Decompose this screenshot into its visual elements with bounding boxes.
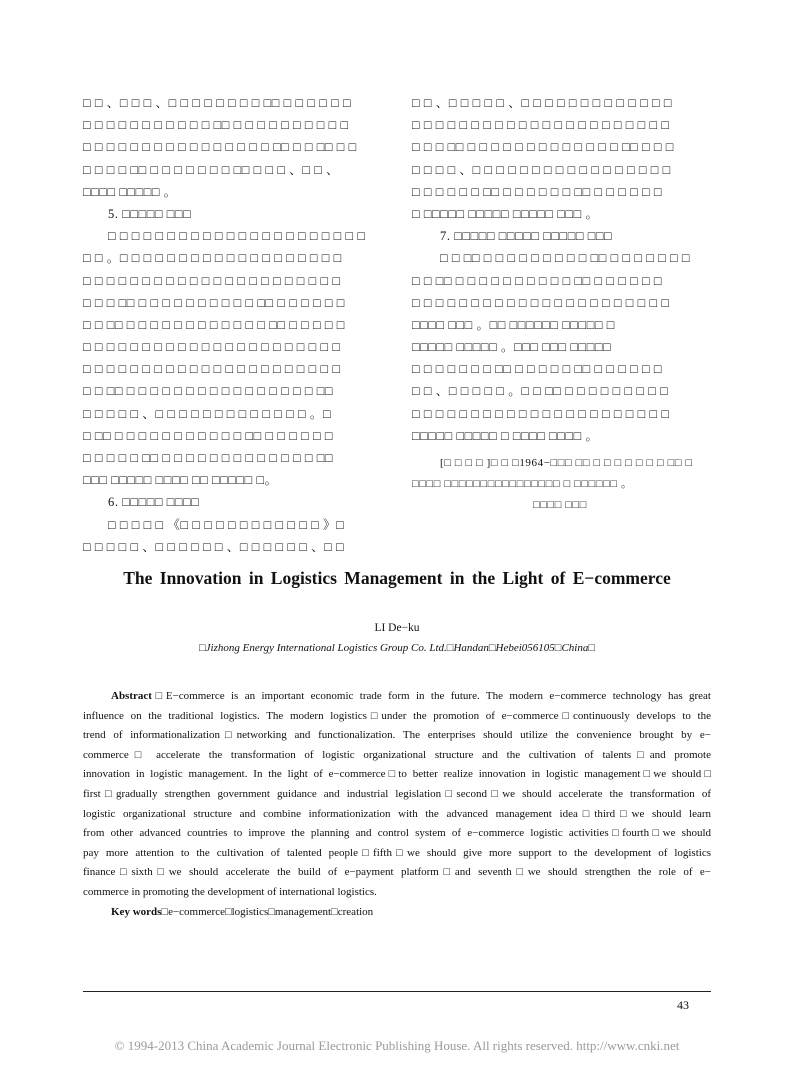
text-line: □ □ □ □ □ □ □ □ □ □ □ □ □ □ □ □ □□ □ □ □□ □ □ xyxy=(83,140,357,155)
abstract-line: pay more attention to the cultivation of talented people□fifth□we should give more support to the development of logistics xyxy=(83,846,711,859)
copyright-notice: © 1994-2013 China Academic Journal Electronic Publishing House. All rights reserved. http://www.cnki.net xyxy=(114,1038,680,1053)
text-line: □ □ □ □ 、□ □ □ □ □ □ □ □ □ □ □ □ □ □ □ □ □ xyxy=(412,162,671,177)
text-line: □□□□ □□□□□ 。 xyxy=(83,184,177,199)
footer-divider xyxy=(83,991,711,992)
abstract-line: commerce□ accelerate the transformation of logistic organizational structure and the cultivation of talents□and promote xyxy=(83,748,711,761)
text-line: □ □ 。□ □ □ □ □ □ □ □ □ □ □ □ □ □ □ □ □ □ □ xyxy=(83,251,342,266)
text-line: □ □ □ □ □ □ □ □ □ □ □ □ □ □ □ □ □ □ □ □ □ □ xyxy=(412,295,670,310)
keywords-label: Key words xyxy=(111,905,162,918)
text-line: □ □ □□ □ □ □ □ □ □ □ □ □ □ □□ □ □ □ □ □ □ xyxy=(412,273,663,288)
abstract-line xyxy=(83,687,711,707)
abstract-line: logistic organizational structure and combine informationization with the advanced management idea□third□we should learn xyxy=(83,807,711,820)
right-text-column xyxy=(412,92,708,516)
text-line: □ □□ □ □ □ □ □ □ □ □ □ □ □ □□ □ □ □ □ □ □ xyxy=(83,428,334,443)
abstract xyxy=(83,687,711,922)
text-line: □ □ □□ □ □ □ □ □ □ □ □ □ □ □ □ □ □ □ □ □□ xyxy=(83,384,334,399)
author-bio-line: [□ □ □ □ ]□ □ □1964−□□□ □□ □ □ □ □ □ □ □ □□ □ xyxy=(440,457,693,469)
section-heading-6: 6. □□□□□ □□□□ xyxy=(108,495,200,510)
abstract-line: first□gradually strengthen government guidance and industrial legislation□second□we should accelerate the transformation of xyxy=(83,787,711,800)
text-line: □ □ □□ □ □ □ □ □ □ □ □ □ □□ □ □ □ □ □ □ □ xyxy=(440,251,691,266)
text-line: □ □ □ □ □ □ □ □ □ □ □ □ □ □ □ □ □ □ □ □ □ □ xyxy=(83,340,341,355)
text-line: □□□ □□□□□ □□□□ □□ □□□□□ □。 xyxy=(83,473,278,488)
abstract-line: trend of informationalization□networking and functionalization. The enterprises should utilize the convenience brought by e− xyxy=(83,729,711,742)
keywords-line xyxy=(83,903,711,923)
text-line: □ □ 、□ □ □ 、□ □ □ □ □ □ □ □ □□ □ □ □ □ □ □ xyxy=(83,96,352,110)
abstract-line: commerce in promoting the development of international logistics. xyxy=(83,885,377,898)
text-line: □ □ □ □ □ □ □□ □ □ □ □ □ □ □□ □ □ □ □ □ □ xyxy=(412,184,663,199)
text-line: □ □ □ □ □□ □ □ □ □ □ □ □ □□ □ □ □ 、□ □ 、 xyxy=(83,162,340,177)
text-line: □ □ □ □ □ □ □ □□ □ □ □ □ □ □□ □ □ □ □ □ □ xyxy=(412,362,663,377)
text-line: □□□□□ □□□□□ □ □□□□ □□□□ 。 xyxy=(412,428,599,443)
text-line: □ □ □□ □ □ □ □ □ □ □ □ □ □ □ □ □□ □ □ □ □ □ xyxy=(83,317,345,332)
text-line: □ □ 、□ □ □ □ □ 。□ □ □□ □ □ □ □ □ □ □ □ □ xyxy=(412,384,669,399)
abstract-line: from other advanced countries to improve the planning and control system of e−commerce logistic activities□fourth□we should xyxy=(83,827,711,840)
page-number: 43 xyxy=(677,998,689,1012)
abstract-line: influence on the traditional logistics. The modern logistics□under the promotion of e−commerce□continuously develops to the xyxy=(83,709,711,722)
abstract-text: □E−commerce is an important economic trade form in the future. The modern e−commerce technology has great xyxy=(151,690,711,702)
left-text-column xyxy=(83,92,383,558)
text-line: □ □ □ □ □ □ □ □ □ □ □ □ □ □ □ □ □ □ □ □ □ □ xyxy=(83,273,341,288)
text-line: □ □ □ □ □ □ □ □ □ □ □ □ □ □ □ □ □ □ □ □ □ □ xyxy=(83,362,341,377)
text-line: □ □ □ □ □ □□ □ □ □ □ □ □ □ □ □ □ □ □ □ □□ xyxy=(83,451,334,465)
text-line: □ □ □ □ □ 、□ □ □ □ □ □ 、□ □ □ □ □ □ 、□ □ xyxy=(83,539,345,554)
text-line: □ □ □ □□ □ □ □ □ □ □ □ □ □ □ □□ □ □ □ □ □ □ xyxy=(83,295,345,310)
section-heading-7: 7. □□□□□ □□□□□ □□□□□ □□□ xyxy=(440,229,613,244)
text-line: □□□□ □□□ 。□□ □□□□□□ □□□□□ □ xyxy=(412,317,615,332)
text-line: □ □ □ □ □ □ □ □ □ □ □ □ □ □ □ □ □ □ □ □ □ □ xyxy=(412,406,670,421)
abstract-label: Abstract xyxy=(111,690,152,702)
text-line: □ □□□□□ □□□□□ □□□□□ □□□ 。 xyxy=(412,206,599,221)
text-line: □ □ □ □ □ □ □ □ □ □ □ □ □ □ □ □ □ □ □ □ □ □ xyxy=(108,229,366,244)
abstract-line: finance□sixth□we should accelerate the build of e−payment platform□and seventh□we should strengthen the role of e− xyxy=(83,866,711,879)
english-title: The Innovation in Logistics Management in the Light of E−commerce xyxy=(123,568,671,588)
abstract-line: innovation in logistic management. In the light of e−commerce□to better realize innovation in logistic management□we should□ xyxy=(83,768,711,781)
author-bio-line: □□□□ □□□ xyxy=(532,499,588,511)
author-name: LI De−ku xyxy=(374,622,420,634)
text-line: □ □ □ □ □ □ □ □ □ □ □ □□ □ □ □ □ □ □ □ □ □ □ xyxy=(83,118,349,133)
keywords-text: □e−commerce□logistics□management□creation xyxy=(161,905,374,918)
author-bio-line: □□□□ □□□□□□□□□□□□□□□□ □ □□□□□□ 。 xyxy=(412,478,633,490)
section-heading-5: 5. □□□□□ □□□ xyxy=(108,206,192,221)
text-line: □ □ □ □ □ 《□ □ □ □ □ □ □ □ □ □ □ □ 》□ xyxy=(108,517,345,532)
text-line: □ □ □ □ □ □ □ □ □ □ □ □ □ □ □ □ □ □ □ □ □ □ xyxy=(412,118,670,133)
text-line: □□□□□ □□□□□ 。□□□ □□□ □□□□□ xyxy=(412,340,612,355)
text-line: □ □ 、□ □ □ □ □ 、□ □ □ □ □ □ □ □ □ □ □ □ □ xyxy=(412,96,672,110)
text-line: □ □ □ □ □ 、□ □ □ □ □ □ □ □ □ □ □ □ □ 。□ xyxy=(83,406,332,421)
text-line: □ □ □ □□ □ □ □ □ □ □ □ □ □ □ □ □ □ □□ □ □ □ xyxy=(412,140,674,155)
author-affiliation: □Jizhong Energy International Logistics Group Co. Ltd.□Handan□Hebei056105□China□ xyxy=(198,642,595,654)
